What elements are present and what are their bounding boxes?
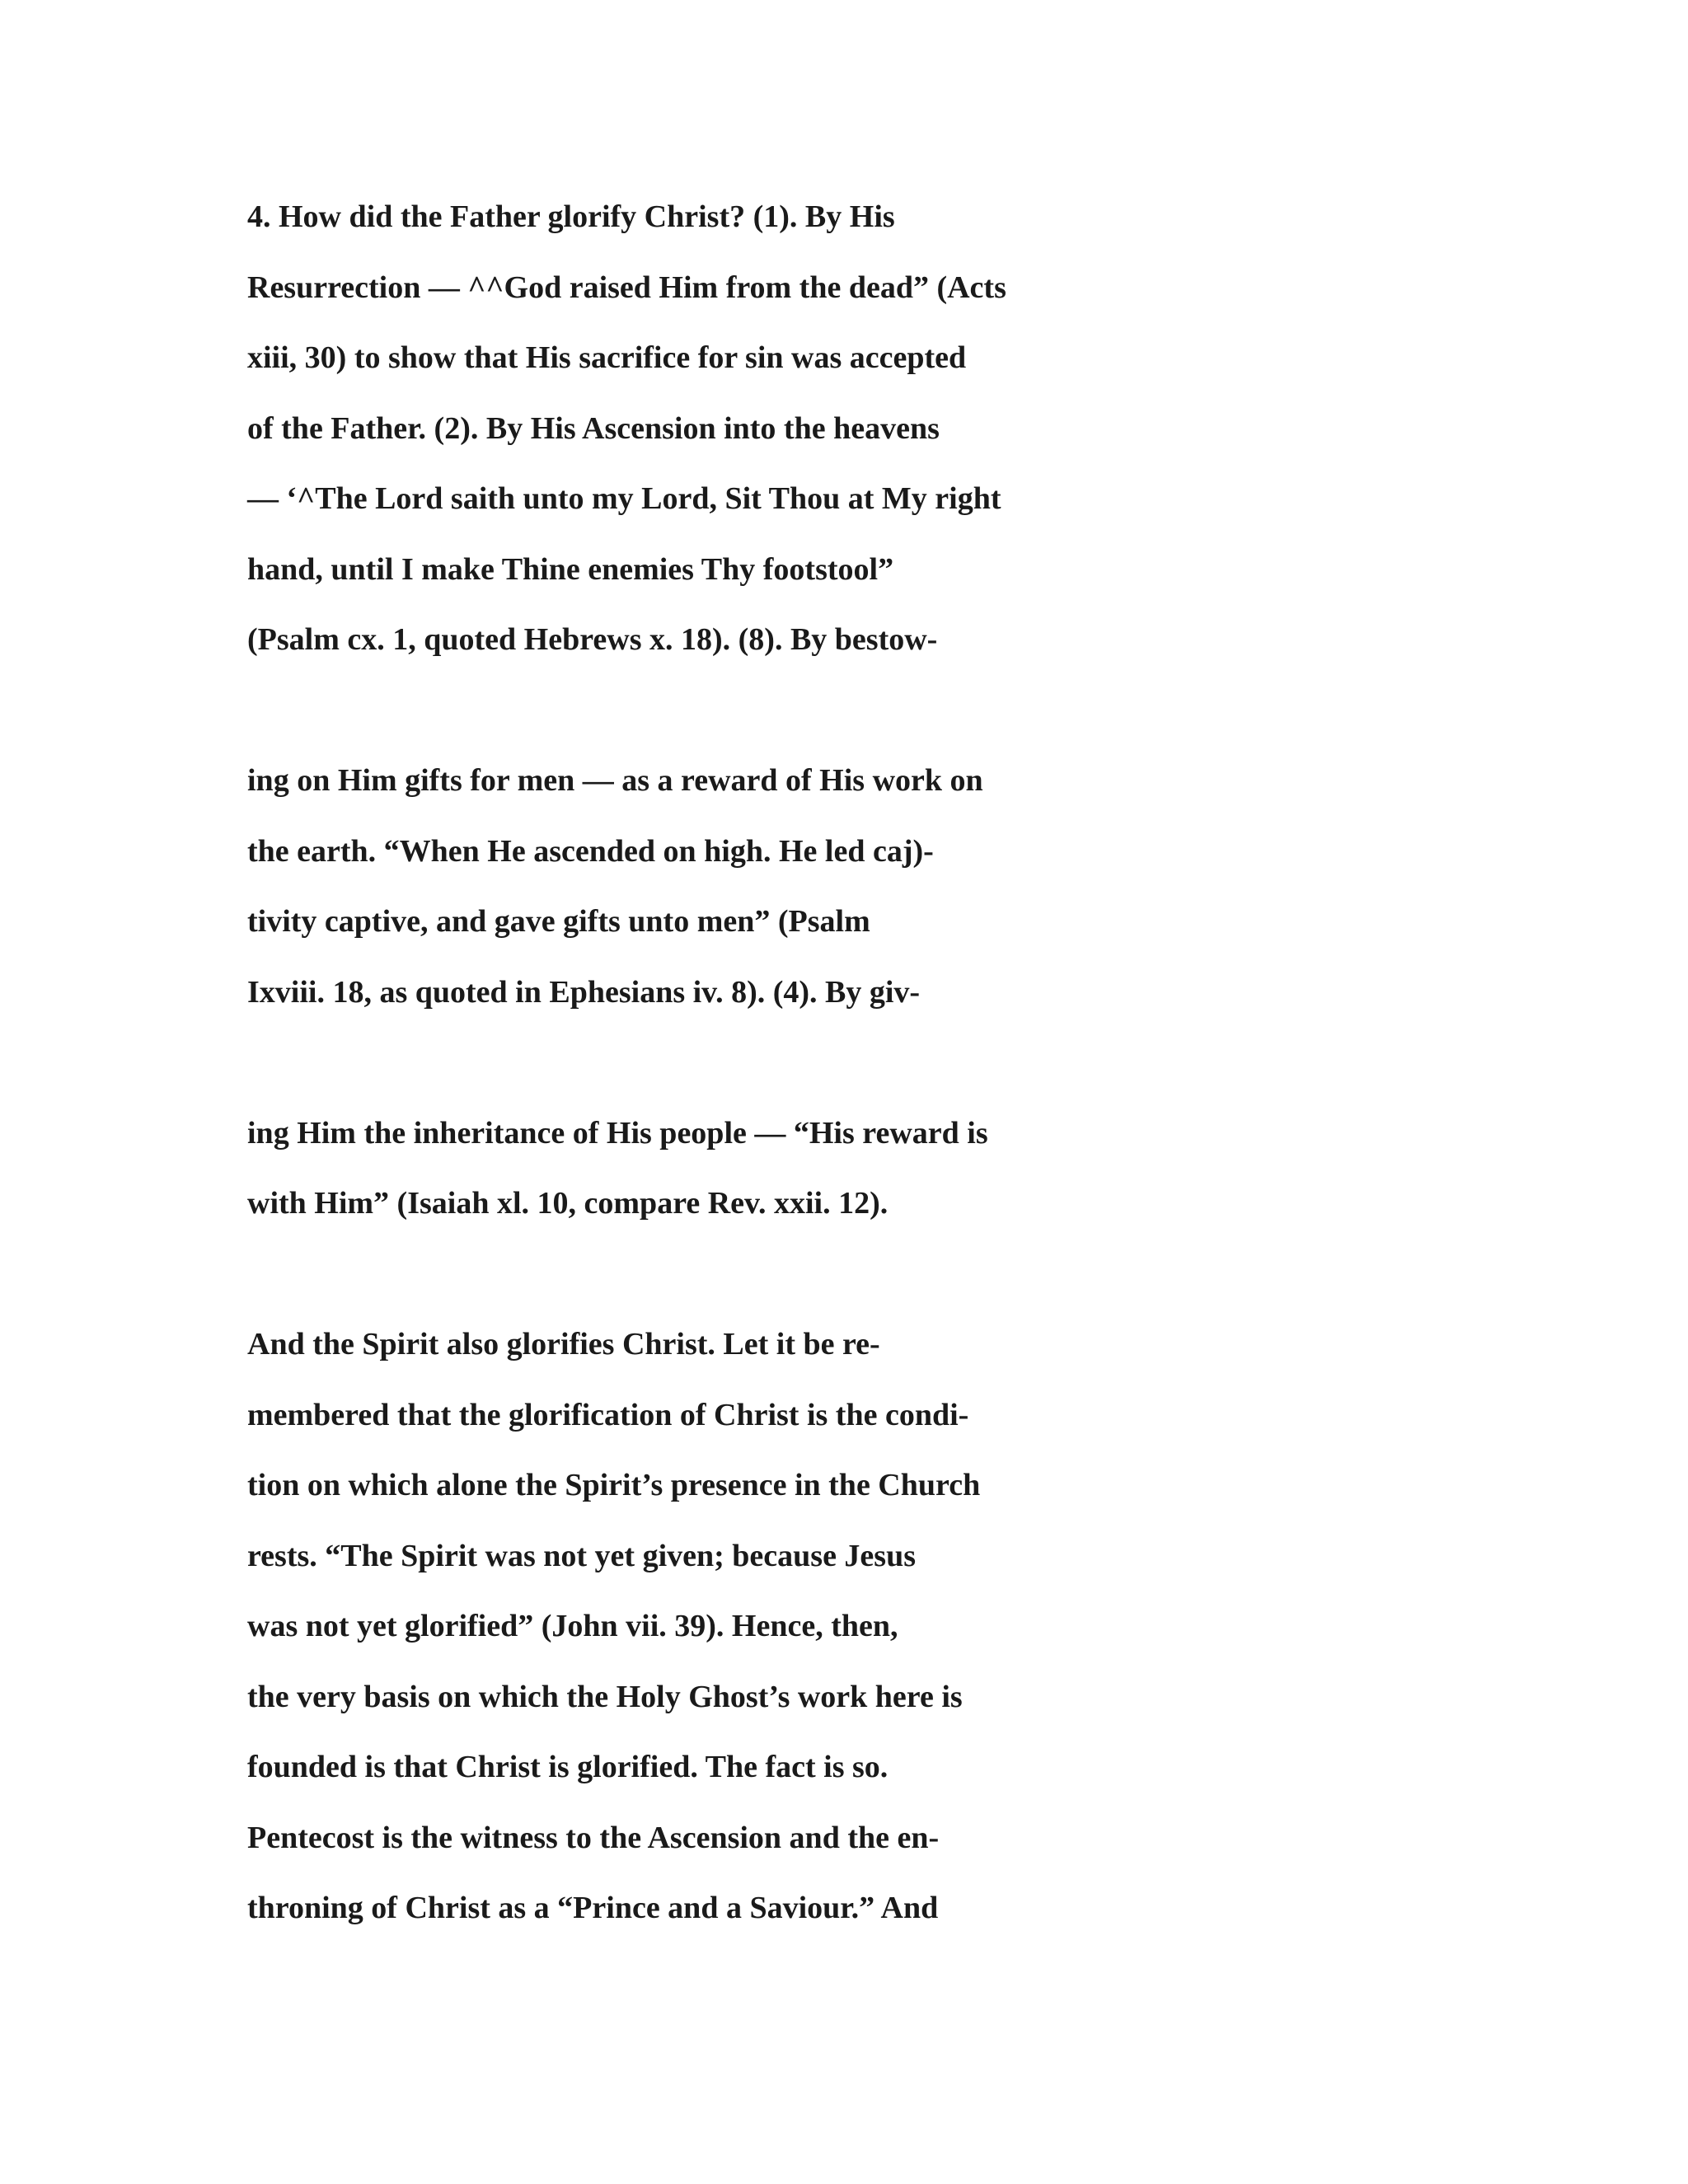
text-line-18: was not yet glorified” (John vii. 39). Hence, then, [247, 1609, 898, 1643]
text-line-16: tion on which alone the Spirit’s presence in the Church [247, 1468, 981, 1502]
text-line-11: Ixviii. 18, as quoted in Ephesians iv. 8). (4). By giv- [247, 975, 921, 1010]
text-line-7: (Psalm cx. 1, quoted Hebrews x. 18). (8). By bestow- [247, 622, 938, 657]
text-line-5: — ‘^The Lord saith unto my Lord, Sit Thou at My right [247, 481, 1001, 516]
text-line-3: xiii, 30) to show that His sacrifice for sin was accepted [247, 340, 967, 375]
text-line-8: ing on Him gifts for men — as a reward of His work on [247, 763, 983, 798]
text-line-19: the very basis on which the Holy Ghost’s work here is [247, 1680, 963, 1714]
text-line-1: 4. How did the Father glorify Christ? (1). By His [247, 199, 895, 234]
text-line-9: the earth. “When He ascended on high. He led caj)- [247, 834, 934, 869]
text-line-13: with Him” (Isaiah xl. 10, compare Rev. xxii. 12). [247, 1186, 889, 1221]
text-line-12: ing Him the inheritance of His people — “His reward is [247, 1116, 988, 1151]
text-line-21: Pentecost is the witness to the Ascension and the en- [247, 1821, 940, 1855]
text-line-10: tivity captive, and gave gifts unto men” (Psalm [247, 904, 870, 939]
text-line-2: Resurrection — ^^God raised Him from the dead” (Acts [247, 270, 1006, 305]
text-line-4: of the Father. (2). By His Ascension into the heavens [247, 411, 940, 446]
text-line-17: rests. “The Spirit was not yet given; because Jesus [247, 1539, 917, 1573]
text-line-6: hand, until I make Thine enemies Thy footstool” [247, 552, 894, 587]
text-line-14: And the Spirit also glorifies Christ. Let it be re- [247, 1327, 880, 1361]
text-line-22: throning of Christ as a “Prince and a Saviour.” And [247, 1891, 939, 1925]
text-line-20: founded is that Christ is glorified. The fact is so. [247, 1750, 889, 1784]
text-line-15: membered that the glorification of Christ is the condi- [247, 1398, 969, 1432]
